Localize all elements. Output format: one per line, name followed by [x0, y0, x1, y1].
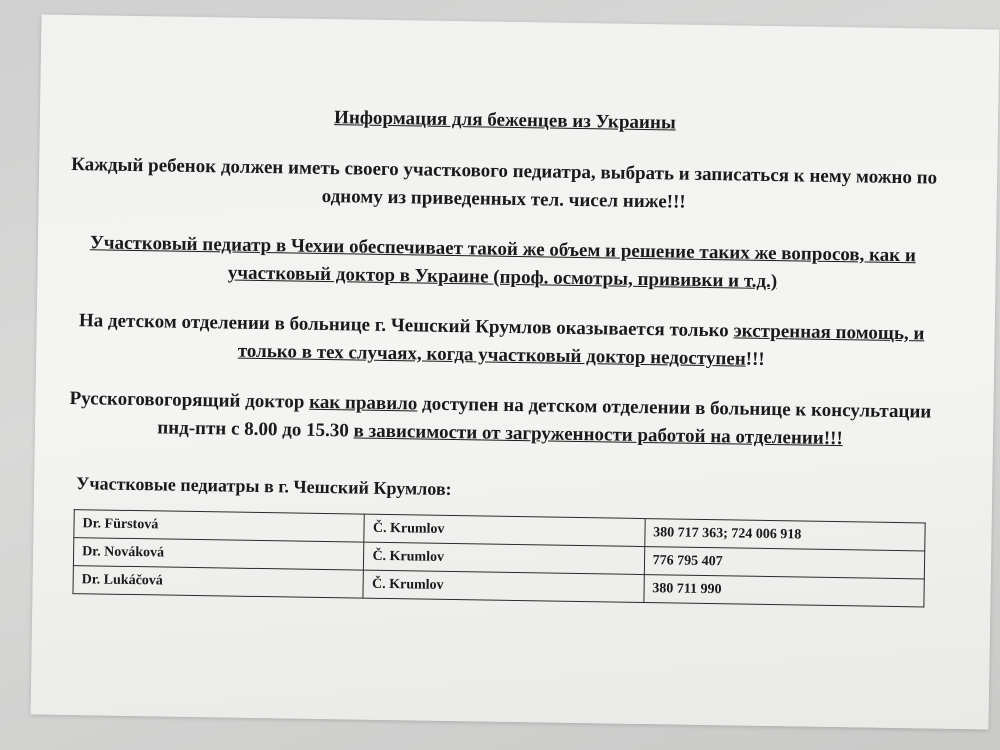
paragraph-pediatrician-registration: Каждый ребенок должен иметь своего участкового педиатра, выбрать и записаться к нему можно по одному из приведенных тел. чисел ниже!!!	[70, 154, 938, 213]
emergency-text-intro: На детском отделении в больнице г. Чешский Крумлов оказывается только	[78, 310, 734, 342]
doctor-name: Dr. Fürstová	[74, 510, 365, 543]
emergency-text-exclaim: !!!	[745, 348, 765, 370]
paragraph-russian-doctor	[65, 385, 936, 455]
notice-title: Информация для беженцев из Украины	[333, 107, 676, 134]
doctor-name: Dr. Lukáčová	[73, 566, 364, 599]
doctor-city: Č. Krumlov	[363, 570, 644, 602]
russian-doctor-text-hours: доступен на детском отделении в больнице к консультации пнд-птн с 8.00 до 15.30	[157, 393, 932, 442]
emergency-text-underlined: экстренная помощь, и только в тех случаях, когда участковый доктор недоступен	[237, 320, 925, 370]
russian-doctor-text-as-rule: как правило	[308, 391, 418, 415]
russian-doctor-text-intro: Русскоговогорящий доктор	[69, 388, 310, 413]
russian-doctor-text-workload: в зависимости от загруженности работой на отделении!!!	[353, 420, 843, 450]
doctor-city: Č. Krumlov	[364, 542, 645, 574]
doctor-name: Dr. Nováková	[73, 538, 364, 571]
paragraph-emergency-care	[66, 307, 937, 377]
doctor-phone: 380 711 990	[644, 575, 925, 607]
doctor-phone: 776 795 407	[644, 547, 925, 579]
pediatricians-list-heading: Участковые педиатры в г. Чешский Крумлов:	[76, 473, 452, 500]
doctor-city: Č. Krumlov	[364, 514, 645, 546]
doctor-phone: 380 717 363; 724 006 918	[644, 519, 925, 551]
pediatricians-table	[72, 509, 925, 607]
paragraph-pediatrician-scope: Участковый педиатр в Чехии обеспечивает такой же объем и решение таких же вопросов, как и участковый доктор в Украине (проф. осмотры, прививки и т.д.)	[89, 232, 917, 293]
notice-content	[62, 101, 940, 608]
notice-sheet	[31, 15, 1000, 730]
